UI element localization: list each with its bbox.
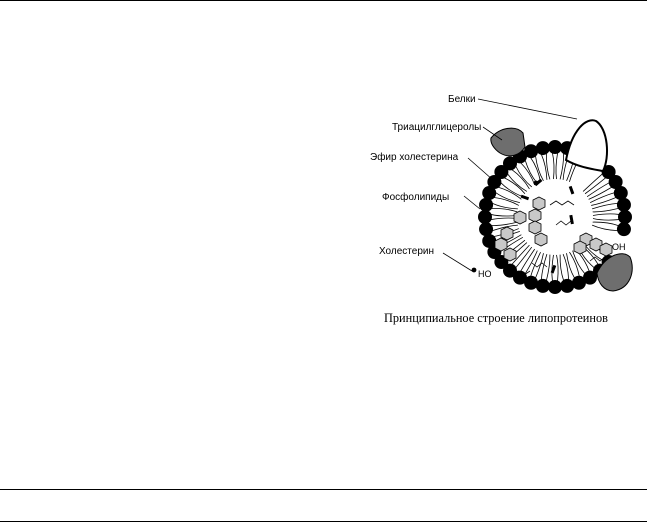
cholesterol-ring-cluster: [495, 197, 612, 261]
label-ho: НО: [478, 269, 492, 279]
phospholipid-head: [524, 144, 538, 158]
phospholipid-tail: [516, 166, 532, 187]
label-triacylglycerols: Триацилглицеролы: [392, 122, 482, 133]
phospholipid-tail: [552, 153, 554, 179]
phospholipid-head: [478, 210, 492, 224]
phospholipid-head: [617, 198, 631, 212]
phospholipid-head: [548, 280, 562, 294]
label-proteins: Белки: [448, 94, 476, 105]
top-rule: [0, 0, 647, 1]
phospholipid-tail: [492, 222, 518, 226]
label-cholesterol-ester: Эфир холестерина: [370, 152, 459, 163]
phospholipid-tail: [593, 219, 619, 221]
phospholipid-tail: [504, 178, 525, 194]
label-cholesterol: Холестерин: [379, 246, 434, 257]
phospholipid-head: [614, 186, 628, 200]
label-oh: ОН: [612, 242, 626, 252]
phospholipid-tail: [508, 174, 527, 191]
protein-top-white: [566, 120, 607, 171]
phospholipid-tail: [556, 153, 558, 179]
lipoprotein-diagram: [360, 85, 647, 300]
phospholipid-tail: [491, 218, 517, 220]
phospholipid-head: [479, 198, 493, 212]
phospholipid-head: [479, 222, 493, 236]
phospholipid-tail: [521, 163, 535, 185]
label-phospholipids: Фосфолипиды: [382, 192, 450, 203]
phospholipid-tail: [560, 154, 564, 180]
phospholipid-tail: [567, 253, 575, 278]
phospholipid-tail: [593, 222, 619, 226]
cholesterol-marker-dot: [472, 268, 477, 273]
phospholipid-head: [482, 234, 496, 248]
phospholipid-tail: [563, 254, 569, 279]
footer-rule-upper: [0, 489, 647, 490]
phospholipid-head: [536, 141, 550, 155]
phospholipid-tail: [593, 208, 619, 212]
phospholipid-tail: [498, 187, 521, 199]
phospholipid-tail: [590, 193, 614, 203]
phospholipid-tail: [531, 252, 541, 276]
phospholipid-tail: [557, 255, 559, 281]
protein-left-grey: [491, 128, 525, 156]
phospholipid-tail: [525, 160, 537, 183]
phospholipid-head: [548, 140, 562, 154]
phospholipid-head: [560, 279, 574, 293]
phospholipid-tail: [593, 214, 619, 216]
phospholipid-tail: [491, 214, 517, 216]
phospholipid-tail: [501, 183, 523, 197]
figure-caption: Принципиальное строение липопротеинов: [384, 311, 608, 325]
phospholipid-head: [572, 276, 586, 290]
ester-marker-dot: [534, 181, 539, 186]
phospholipid-head: [618, 210, 632, 224]
footer-rule-lower: [0, 521, 647, 522]
phospholipid-tail: [560, 255, 564, 281]
phospholipid-head: [617, 222, 631, 236]
phospholipid-tails: [491, 153, 619, 281]
phospholipid-head: [536, 279, 550, 293]
phospholipid-tail: [546, 255, 550, 281]
phospholipid-tail: [592, 225, 617, 231]
phospholipid-tail: [512, 170, 529, 189]
